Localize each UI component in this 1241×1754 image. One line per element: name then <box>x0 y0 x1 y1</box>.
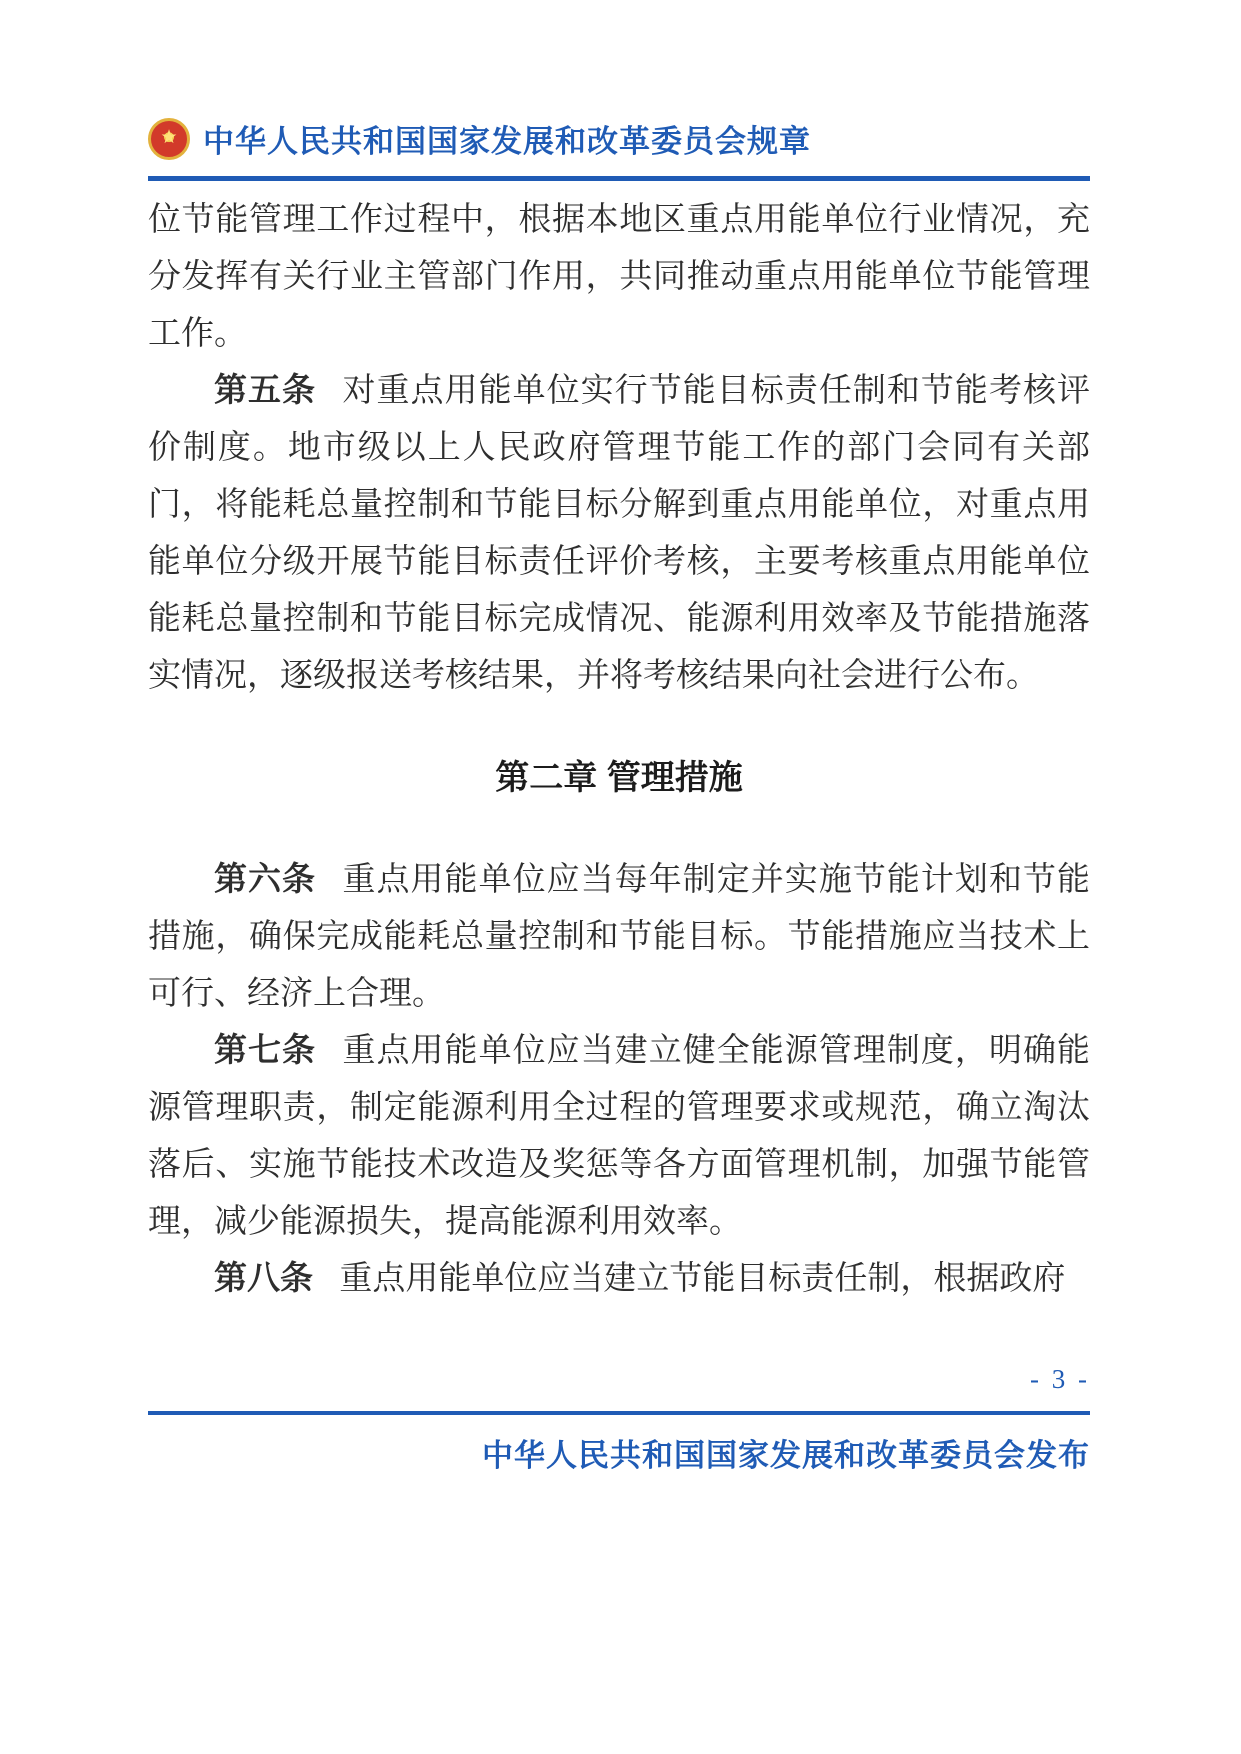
paragraph-continuation: 位节能管理工作过程中，根据本地区重点用能单位行业情况，充分发挥有关行业主管部门作用，共同推动重点用能单位节能管理工作。 <box>148 202 1090 352</box>
paragraph-article-7 <box>148 1023 1090 1251</box>
article-8-text: 重点用能单位应当建立节能目标责任制，根据政府 <box>339 1261 1066 1297</box>
document-footer <box>148 1430 1090 1475</box>
article-5-text: 对重点用能单位实行节能目标责任制和节能考核评价制度。地市级以上人民政府管理节能工作的部门会同有关部门，将能耗总量控制和节能目标分解到重点用能单位，对重点用能单位分级开展节能目标责任评价考核，主要考核重点用能单位能耗总量控制和节能目标完成情况、能源利用效率及节能措施落实情况，逐级报送考核结果，并将考核结果向社会进行公布。 <box>148 373 1091 694</box>
paragraph-article-6 <box>148 852 1090 1023</box>
article-6-text: 重点用能单位应当每年制定并实施节能计划和节能措施，确保完成能耗总量控制和节能目标。节能措施应当技术上可行、经济上合理。 <box>148 862 1091 1012</box>
article-7-number: 第七条 <box>214 1033 317 1069</box>
paragraph-article-5 <box>148 363 1090 705</box>
page-number: - 3 - <box>1030 1364 1090 1394</box>
article-8-number: 第八条 <box>214 1261 313 1297</box>
document-body <box>148 192 1090 1308</box>
article-7-text: 重点用能单位应当建立健全能源管理制度，明确能源管理职责，制定能源利用全过程的管理要求或规范，确立淘汰落后、实施节能技术改造及奖惩等各方面管理机制，加强节能管理，减少能源损失，提高能源利用效率。 <box>148 1033 1091 1240</box>
chapter-heading: 第二章 管理措施 <box>495 759 743 797</box>
national-emblem-icon <box>148 118 190 160</box>
paragraph-article-8 <box>148 1251 1090 1308</box>
header-rule <box>148 176 1090 181</box>
document-header <box>148 116 1090 161</box>
header-title: 中华人民共和国国家发展和改革委员会规章 <box>203 124 811 159</box>
footer-rule <box>148 1411 1090 1415</box>
article-6-number: 第六条 <box>214 862 317 898</box>
publisher-text: 中华人民共和国国家发展和改革委员会发布 <box>482 1438 1090 1473</box>
article-5-number: 第五条 <box>214 373 317 409</box>
